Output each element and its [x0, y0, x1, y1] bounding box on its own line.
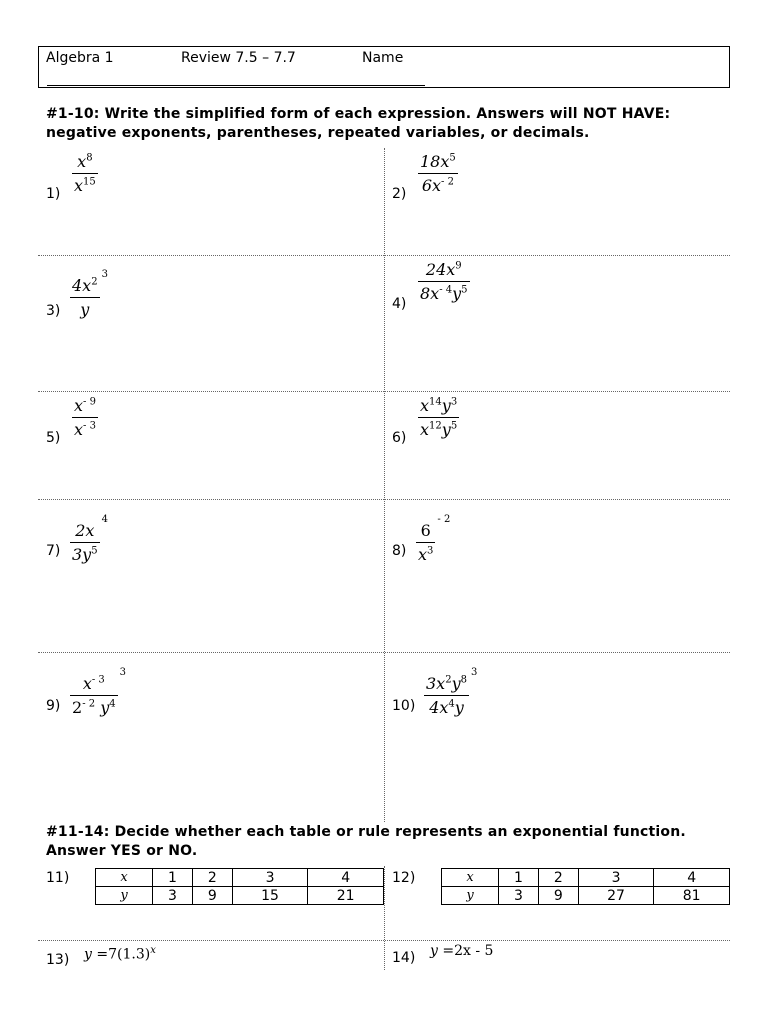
table-row: x 1 2 3 4 — [442, 869, 730, 887]
problem-12-number: 12) — [392, 870, 416, 886]
problem-6-expression: $\frac{x^{14}y^3}{x^{12}y^5}$ — [420, 396, 458, 439]
problem-3-number: 3) — [46, 303, 61, 319]
column-divider — [384, 148, 385, 822]
problem-4-expression: $\frac{24x^9}{8x^{- 4}y^5}$ — [420, 260, 468, 303]
row-divider — [38, 391, 730, 392]
problem-5-number: 5) — [46, 430, 61, 446]
problem-2-number: 2) — [392, 186, 407, 202]
section2-instructions — [46, 823, 686, 861]
problem-7-number: 7) — [46, 543, 61, 559]
problem-10-number: 10) — [392, 698, 416, 714]
problem-3-expression: $\frac{4x^2}{y}$ $^3$ — [72, 269, 108, 319]
problem-8-expression: $\frac{6}{x^3}$ $^{- 2}$ — [418, 514, 451, 564]
row-divider — [38, 499, 730, 500]
problem-14-expression: y =2x - 5 — [430, 943, 494, 959]
section1-instructions — [46, 105, 670, 143]
header-box — [38, 46, 730, 88]
problem-10-expression: $\frac{3x^2y^8}{4x^4y}$ $^3$ — [426, 667, 478, 717]
problem-8-number: 8) — [392, 543, 407, 559]
problem-9-expression: $\frac{x^{- 3}}{2^{- 2} y^4}$ $^3$ — [72, 667, 126, 717]
problem-6-number: 6) — [392, 430, 407, 446]
problem-1-number: 1) — [46, 186, 61, 202]
problem-14-number: 14) — [392, 950, 416, 966]
row-divider — [38, 255, 730, 256]
table-row: y 3 9 27 81 — [442, 887, 730, 905]
course-title: Algebra 1 — [46, 50, 114, 66]
problem-4-number: 4) — [392, 296, 407, 312]
row-divider — [38, 652, 730, 653]
problem-9-number: 9) — [46, 698, 61, 714]
problem-12-table — [441, 868, 730, 905]
problem-1-expression: $\frac{x^8}{x^{15}}$ — [74, 152, 96, 195]
section2-instructions-line2: Answer YES or NO. — [46, 843, 198, 859]
review-title: Review 7.5 – 7.7 — [181, 50, 296, 66]
name-label: Name — [362, 50, 404, 66]
problem-13-number: 13) — [46, 952, 70, 968]
section1-instructions-line1: #1-10: Write the simplified form of each expression. Answers will NOT HAVE: — [46, 106, 671, 122]
table-row: x 1 2 3 4 — [96, 869, 384, 887]
column-divider-lower — [384, 866, 385, 970]
name-line — [47, 85, 425, 86]
row-divider — [38, 940, 730, 941]
problem-2-expression: $\frac{18x^5}{6x^{- 2}}$ — [420, 152, 456, 195]
section2-instructions-line1: #11-14: Decide whether each table or rule represents an exponential function. — [46, 824, 686, 840]
problem-11-number: 11) — [46, 870, 70, 886]
problem-7-expression: $\frac{2x}{3y^5}$ $^4$ — [72, 514, 108, 564]
table-row: y 3 9 15 21 — [96, 887, 384, 905]
problem-11-table — [95, 868, 384, 905]
problem-5-expression: $\frac{x^{- 9}}{x^{- 3}}$ — [74, 396, 96, 439]
section1-instructions-line2: negative exponents, parentheses, repeated variables, or decimals. — [46, 125, 590, 141]
problem-13-expression: $y =7(1.3)^x$ — [84, 945, 156, 963]
